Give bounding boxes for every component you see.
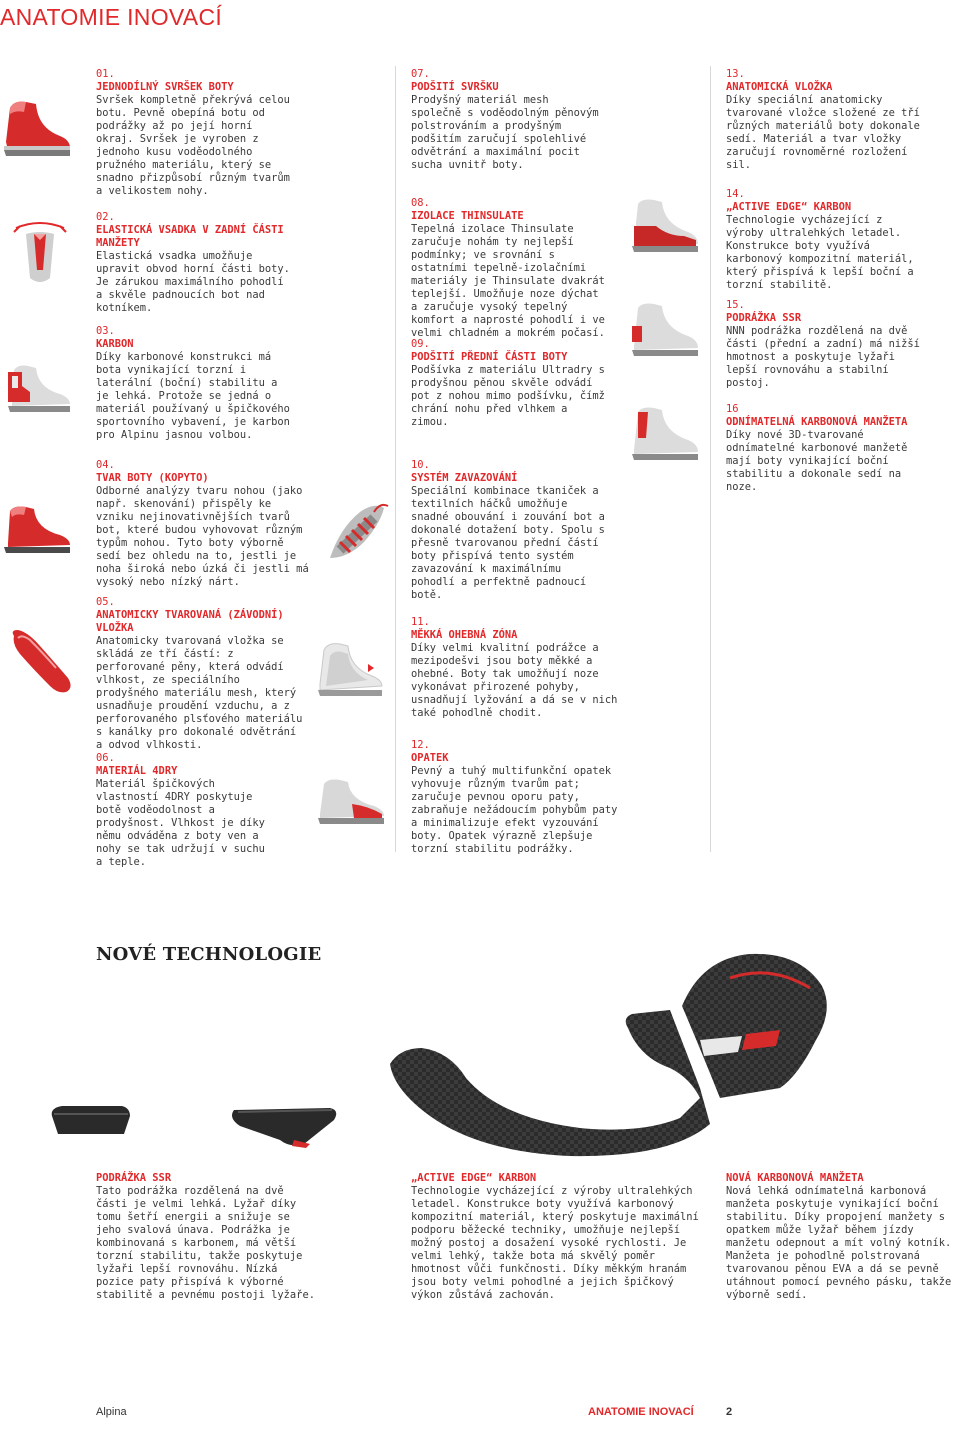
page-title: ANATOMIE INOVACÍ [0, 4, 223, 30]
feature-07 [411, 68, 601, 172]
feature-10 [411, 459, 611, 602]
feature-03 [96, 325, 296, 442]
feature-02 [96, 211, 296, 315]
feature-number: 13. [726, 68, 745, 80]
footer-section: ANATOMIE INOVACÍ [588, 1406, 694, 1418]
feature-body: Prodyšný materiál mesh společně s voděodolným pěnovým polstrováním a prodyšným podšitím zaručují spolehlivé odvětrání a maximální pocit sucha uvnitř boty. [411, 94, 599, 171]
feature-body: Pevný a tuhý multifunkční opatek vyhovuje různým tvarům pat; zaručuje pevnou oporu paty, zabraňuje nežádoucím pohybům paty a minimalizuje efekt vyzouvání boty. Opatek výrazně zlepšuje torzní stabilitu podrážky. [411, 765, 618, 855]
feature-body: Technologie vycházející z výroby ultralehkých letadel. Konstrukce boty využívá karbonový kompozitní materiál, který přispívá k lepší boční a torzní stabilitě. [726, 214, 914, 291]
feature-15 [726, 299, 926, 390]
page-number: 2 [726, 1406, 733, 1418]
boot-4dry-icon [312, 776, 386, 830]
feature-heading: PODŠITÍ SVRŠKU [411, 81, 499, 93]
feature-number: 02. [96, 211, 115, 223]
feature-number: 09. [411, 338, 430, 350]
feature-body: Speciální kombinace tkaniček a textilních háčků umožňuje snadné obouvání i zouvání bot a dokonalé dotažení boty. Spolu s přesně tvarovanou přední částí boty přispívá tento systém zavazování k maximálnímu pohodlí a perfektně padnoucí botě. [411, 485, 605, 601]
feature-heading: TVAR BOTY (KOPYTO) [96, 472, 209, 484]
section-title: NOVÉ TECHNOLOGIE [96, 944, 322, 965]
feature-body: Podšívka z materiálu Ultradry s prodyšnou pěnou skvěle odvádí pot z nohou mimo podšívku, čímž chrání nohu před vlhkem a zimou. [411, 364, 605, 428]
footer-brand: Alpina [96, 1406, 127, 1418]
feature-number: 01. [96, 68, 115, 80]
feature-number: 11. [411, 616, 430, 628]
feature-number: 12. [411, 739, 430, 751]
column-rule-2 [710, 66, 711, 852]
lacing-system-icon [320, 498, 390, 568]
bottom-body: Tato podrážka rozdělená na dvě části je velmi lehká. Lyžař díky tomu šetří energii a snižuje se jeho svalová únava. Podrážka je kombinovaná s karbonem, má větší torzní stabilitu, takže poskytuje lyžaři lepší rovnováhu. Nízká pozice paty přispívá k výborné stabilitě a pevnému postoji lyžaře. [96, 1185, 315, 1301]
feature-heading: SYSTÉM ZAVAZOVÁNÍ [411, 472, 518, 484]
feature-heading: JEDNODÍLNÝ SVRŠEK BOTY [96, 81, 234, 93]
lacing-boot-icon [626, 404, 702, 466]
feature-16 [726, 403, 926, 494]
feature-number: 07. [411, 68, 430, 80]
feature-body: Díky velmi kvalitní podrážce a mezipodešvi jsou boty měkké a ohebné. Boty tak umožňují noze vykonávat přirozené pohyby, usnadňují lyžování a dá se v nich také pohodlně chodit. [411, 642, 618, 719]
bottom-body: Nová lehká odnímatelná karbonová manžeta poskytuje vynikající boční stabilitu. Díky propojení manžety s opatkem může lyžař během jízdy manžetu odepnout a mít volný kotník. Manžeta je pohodlně polstrovaná tvarovanou pěnou EVA a dá se pevně utáhnout pomocí pevného pásku, takže výborně sedí. [726, 1185, 952, 1301]
feature-09 [411, 338, 611, 429]
feature-heading: „ACTIVE EDGE“ KARBON [726, 201, 852, 213]
feature-number: 08. [411, 197, 430, 209]
feature-heading: ELASTICKÁ VSADKA V ZADNÍ ČÁSTI MANŽETY [96, 224, 284, 249]
feature-body: Díky nové 3D-tvarované odnímatelné karbonové manžetě mají boty vynikající boční stabilitu a dokonale sedí na noze. [726, 429, 908, 493]
feature-08 [411, 197, 611, 340]
feature-12 [411, 739, 626, 856]
feature-05 [96, 596, 306, 752]
feature-number: 05. [96, 596, 115, 608]
bottom-carbon-cuff [726, 1172, 958, 1302]
layered-boot-icon [312, 640, 384, 702]
column-rule-1 [395, 66, 396, 852]
feature-06 [96, 752, 276, 869]
feature-number: 15. [726, 299, 745, 311]
boot-red-upper-icon [0, 98, 72, 160]
feature-body: Díky speciální anatomicky tvarované vložce složené ze tří různých materiálů boty dokonale sedí. Materiál a tvar vložky zaručují rovnoměrné rozložení sil. [726, 94, 920, 171]
carbon-boot-icon [2, 362, 72, 416]
feature-number: 14. [726, 188, 745, 200]
elastic-insert-icon [10, 218, 70, 286]
bottom-heading: PODRÁŽKA SSR [96, 1172, 172, 1184]
feature-heading: ANATOMICKÁ VLOŽKA [726, 81, 833, 93]
feature-04 [96, 459, 311, 589]
feature-heading: MĚKKÁ OHEBNÁ ZÓNA [411, 629, 518, 641]
feature-14 [726, 188, 926, 292]
feature-body: Díky karbonové konstrukci má bota vynikající torzní i laterální (boční) stabilitu a je lehká. Protože se jedná o materiál používaný u špičkového sportovního vybavení, je karbon pro Alpinu jasnou volbou. [96, 351, 290, 441]
feature-13 [726, 68, 926, 172]
feature-body: Odborné analýzy tvaru nohou (jako např. skenování) přispěly ke vzniku nejinovativnějších tvarů bot, které budou vyhovovat různým typům nohou. Tyto boty výborně sedí bez ohledu na to, jestli je noha široká nebo úzká či jestli má vysoký nebo nízký nárt. [96, 485, 309, 588]
thinsulate-boot-icon [626, 196, 702, 258]
feature-number: 04. [96, 459, 115, 471]
feature-heading: ODNÍMATELNÁ KARBONOVÁ MANŽETA [726, 416, 908, 428]
bottom-ssr-sole [96, 1172, 316, 1302]
carbon-cuff-icon [370, 948, 840, 1160]
feature-heading: IZOLACE THINSULATE [411, 210, 524, 222]
feature-number: 06. [96, 752, 115, 764]
bottom-active-edge [411, 1172, 701, 1302]
feature-body: Svršek kompletně překrývá celou botu. Pevně obepíná botu od podrážky až po její horní okraj. Svršek je vyroben z jednoho kusu voděodolného pružného materiálu, který se snadno přizpůsobí různým tvarům a velikostem nohy. [96, 94, 290, 197]
front-lining-boot-icon [626, 300, 702, 362]
feature-01 [96, 68, 296, 198]
bottom-body: Technologie vycházející z výroby ultralehkých letadel. Konstrukce boty využívá karbonový kompozitní materiál, který poskytuje maximální podporu běžecké techniky, umožňuje nejlepší možný postoj a dosažení vysoké rychlosti. Je velmi lehký, takže bota má skvělý poměr hmotnost vůči funkčnosti. Díky měkkým hranám jsou boty velmi pohodlné a jejich špičkový výkon zůstává zachován. [411, 1185, 699, 1301]
feature-heading: ANATOMICKY TVAROVANÁ (ZÁVODNÍ) VLOŽKA [96, 609, 284, 634]
feature-body: NNN podrážka rozdělená na dvě části (přední a zadní) má nižší hmotnost a poskytuje lyžaři lepší rovnováhu a stabilní postoj. [726, 325, 920, 389]
bottom-heading: „ACTIVE EDGE“ KARBON [411, 1172, 537, 1184]
insole-icon [6, 626, 76, 698]
feature-number: 10. [411, 459, 430, 471]
boot-shape-icon [0, 505, 72, 557]
feature-number: 16 [726, 403, 739, 415]
bottom-heading: NOVÁ KARBONOVÁ MANŽETA [726, 1172, 864, 1184]
feature-11 [411, 616, 621, 720]
feature-heading: KARBON [96, 338, 134, 350]
ssr-sole-icon [44, 1096, 344, 1156]
feature-heading: PODŠITÍ PŘEDNÍ ČÁSTI BOTY [411, 351, 568, 363]
feature-heading: MATERIÁL 4DRY [96, 765, 178, 777]
feature-body: Tepelná izolace Thinsulate zaručuje nohám ty nejlepší podmínky; ve srovnání s ostatními tepelně-izolačními materiály je Thinsulate dvakrát teplejší. Umožňuje noze dýchat a zaručuje vysoký tepelný komfort a naprosté pohodlí i ve velmi chladném a mokrém počasí. [411, 223, 605, 339]
feature-body: Elastická vsadka umožňuje upravit obvod horní části boty. Je zárukou maximálního pohodlí a skvěle padnoucích bot nad kotníkem. [96, 250, 290, 314]
feature-heading: OPATEK [411, 752, 449, 764]
feature-number: 03. [96, 325, 115, 337]
feature-body: Anatomicky tvarovaná vložka se skládá ze tří částí: z perforované pěny, která odvádí vlhkost, ze speciálního prodyšného materiálu mesh, který usnadňuje proudění vzduchu, a z perforovaného plsťového materiálu s kanálky pro dokonalé odvětrání a odvod vlhkosti. [96, 635, 303, 751]
feature-body: Materiál špičkových vlastností 4DRY poskytuje botě voděodolnost a prodyšnost. Vlhkost je díky němu odváděna z boty ven a nohy se tak udržují v suchu a teple. [96, 778, 265, 868]
feature-heading: PODRÁŽKA SSR [726, 312, 802, 324]
